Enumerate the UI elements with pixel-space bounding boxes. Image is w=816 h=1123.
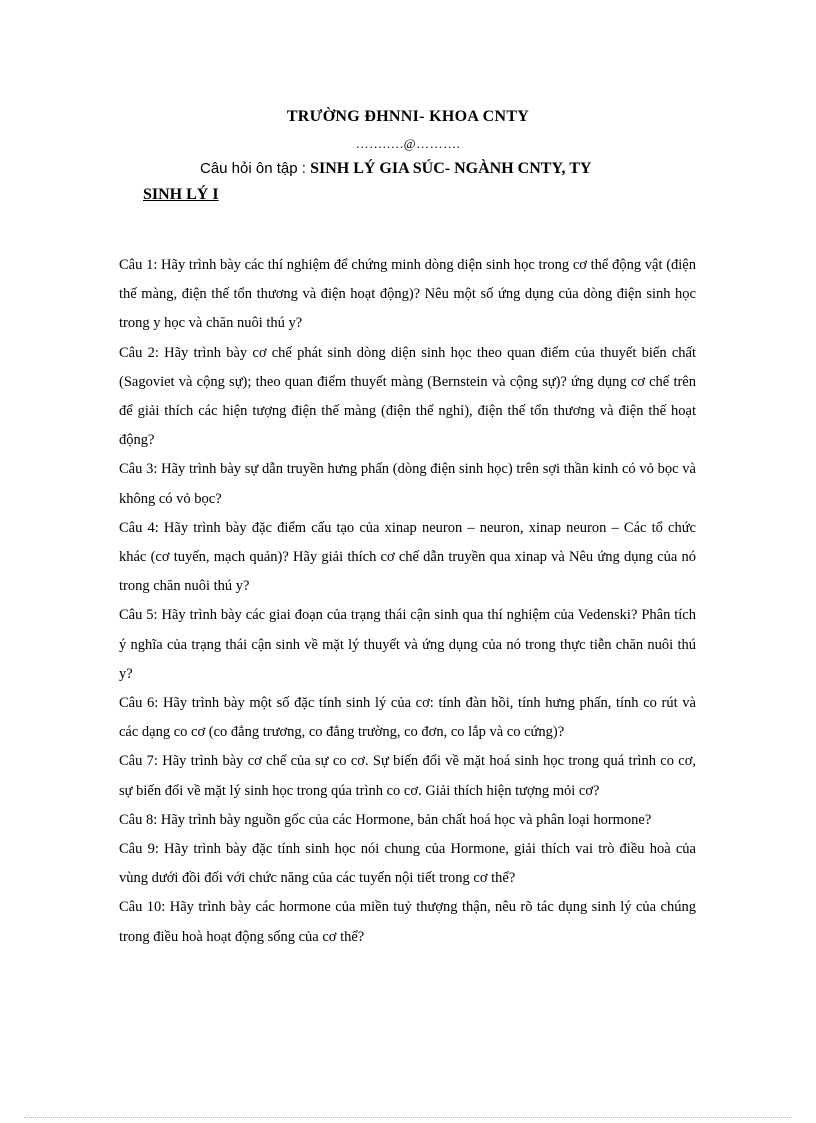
section-title: SINH LÝ I [143, 186, 219, 203]
separator-line: …….….@………. [355, 136, 461, 151]
question-item: Câu 8: Hãy trình bày nguồn gốc của các Hormone, bản chất hoá học và phân loại hormone? [119, 811, 652, 828]
question-list [119, 251, 696, 952]
question-item: Câu 4: Hãy trình bày đặc điểm cấu tạo của xinap neuron – neuron, xinap neuron – Các tổ chức khác (cơ tuyến, mạch quản)? Hãy giải thích cơ chế dẫn truyền qua xinap và Nêu ứng dụng của nó trong chăn nuôi thú y? [119, 519, 696, 595]
school-name: TRƯỜNG ĐHNNI- KHOA CNTY [286, 108, 530, 125]
page-bottom-divider [24, 1117, 792, 1118]
question-item: Câu 5: Hãy trình bày các giai đoạn của trạng thái cận sinh qua thí nghiệm của Vedenski? Phân tích ý nghĩa của trạng thái cận sinh về mặt lý thuyết và ứng dụng của nó trong thực tiễn chăn nuôi thú y? [119, 607, 696, 682]
question-item: Câu 2: Hãy trình bày cơ chế phát sinh dòng diện sinh học theo quan điểm của thuyết biến chất (Sagoviet và cộng sự); theo quan điểm thuyết màng (Bernstein và cộng sự)? ứng dụng cơ chế trên để giải thích các hiện tượng điện thế màng (điện thế nghỉ), điện thế tổn thương và điện thế hoạt động? [119, 344, 696, 449]
heading-prefix: Câu hỏi ôn tập : [200, 160, 311, 177]
heading-subject: SINH LÝ GIA SÚC- NGÀNH CNTY, TY [310, 160, 592, 177]
question-item: Câu 9: Hãy trình bày đặc tính sinh học nói chung của Hormone, giải thích vai trò điều hoà của vùng dưới đồi đối với chức năng của các tuyến nội tiết trong cơ thể? [119, 841, 696, 887]
question-item: Câu 10: Hãy trình bày các hormone của miền tuỷ thượng thận, nêu rõ tác dụng sinh lý của chúng trong điều hoà hoạt động sống của cơ thể? [119, 899, 696, 945]
question-item: Câu 3: Hãy trình bày sự dẫn truyền hưng phấn (dòng điện sinh học) trên sợi thần kinh có vỏ bọc và không có vỏ bọc? [119, 461, 696, 507]
document-heading [200, 160, 591, 178]
question-item: Câu 7: Hãy trình bày cơ chế của sự co cơ. Sự biến đổi về mặt hoá sinh học trong quá trình co cơ, sự biến đổi về mặt lý sinh học trong qúa trình co cơ. Giải thích hiện tượng mỏi cơ? [119, 753, 696, 799]
question-item: Câu 6: Hãy trình bày một số đặc tính sinh lý của cơ: tính đàn hồi, tính hưng phấn, tính co rút và các dạng co cơ (co đẳng trương, co đẳng trường, co đơn, co lắp và co cứng)? [119, 695, 696, 741]
question-item: Câu 1: Hãy trình bày các thí nghiệm để chứng minh dòng diện sinh học trong cơ thể động vật (điện thế màng, điện thế tổn thương và điện hoạt động)? Nêu một số ứng dụng của dòng điện sinh học trong y học và chăn nuôi thú y? [119, 257, 696, 332]
